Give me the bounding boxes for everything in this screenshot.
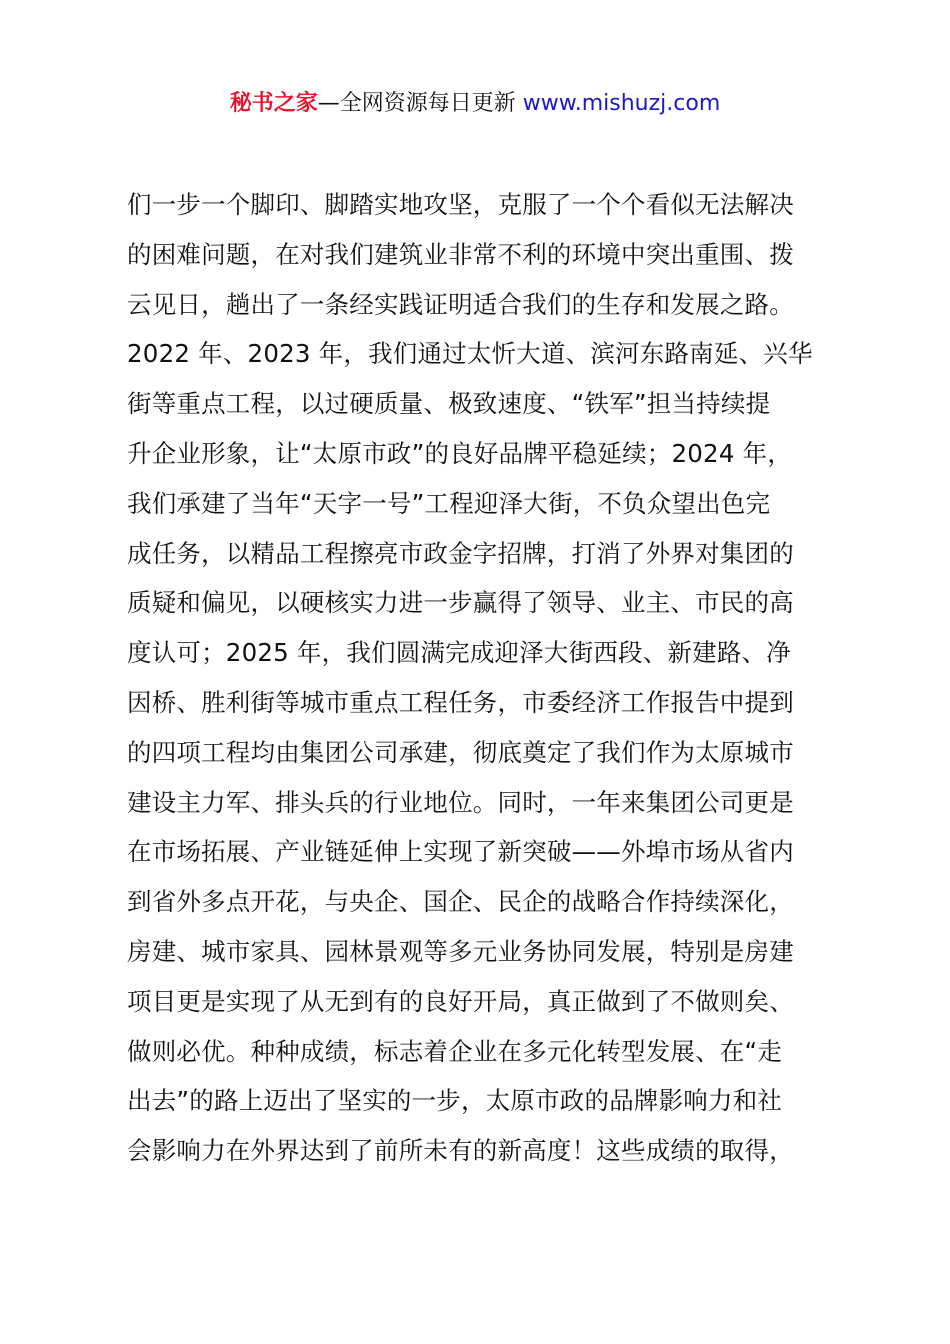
body-line: 度认可；2025 年，我们圆满完成迎泽大街西段、新建路、净 (127, 638, 791, 668)
body-line: 质疑和偏见，以硬核实力进一步赢得了领导、业主、市民的高 (127, 588, 794, 618)
header-url-link[interactable]: www.mishuzj.com (522, 91, 721, 116)
body-line: 会影响力在外界达到了前所未有的新高度！这些成绩的取得， (127, 1136, 794, 1166)
body-line: 我们承建了当年“天字一号”工程迎泽大街，不负众望出色完 (127, 488, 771, 518)
body-line: 的困难问题，在对我们建筑业非常不利的环境中突出重围、拨 (127, 239, 794, 269)
body-line: 云见日，趟出了一条经实践证明适合我们的生存和发展之路。 (127, 289, 794, 319)
body-line: 到省外多点开花，与央企、国企、民企的战略合作持续深化， (127, 887, 794, 917)
body-line: 建设主力军、排头兵的行业地位。同时，一年来集团公司更是 (127, 787, 794, 817)
body-line: 房建、城市家具、园林景观等多元业务协同发展，特别是房建 (127, 936, 794, 966)
header-tagline: —全网资源每日更新 (317, 91, 516, 116)
body-line: 的四项工程均由集团公司承建，彻底奠定了我们作为太原城市 (127, 737, 794, 767)
page-header (0, 86, 950, 122)
brand-name: 秘书之家 (229, 91, 318, 116)
document-body (127, 185, 867, 1181)
body-line: 出去”的路上迈出了坚实的一步，太原市政的品牌影响力和社 (127, 1086, 783, 1116)
body-line: 2022 年、2023 年，我们通过太忻大道、滨河东路南延、兴华 (127, 339, 813, 369)
body-line: 在市场拓展、产业链延伸上实现了新突破——外埠市场从省内 (127, 837, 794, 867)
body-line: 因桥、胜利街等城市重点工程任务，市委经济工作报告中提到 (127, 687, 794, 717)
body-line: 升企业形象，让“太原市政”的良好品牌平稳延续；2024 年， (127, 438, 793, 468)
body-line: 做则必优。种种成绩，标志着企业在多元化转型发展、在“走 (127, 1036, 783, 1066)
body-line: 项目更是实现了从无到有的良好开局，真正做到了不做则矣、 (127, 986, 794, 1016)
body-line: 街等重点工程，以过硬质量、极致速度、“铁军”担当持续提 (127, 389, 771, 419)
body-line: 成任务，以精品工程擦亮市政金字招牌，打消了外界对集团的 (127, 538, 794, 568)
body-line: 们一步一个脚印、脚踏实地攻坚，克服了一个个看似无法解决 (127, 190, 794, 219)
